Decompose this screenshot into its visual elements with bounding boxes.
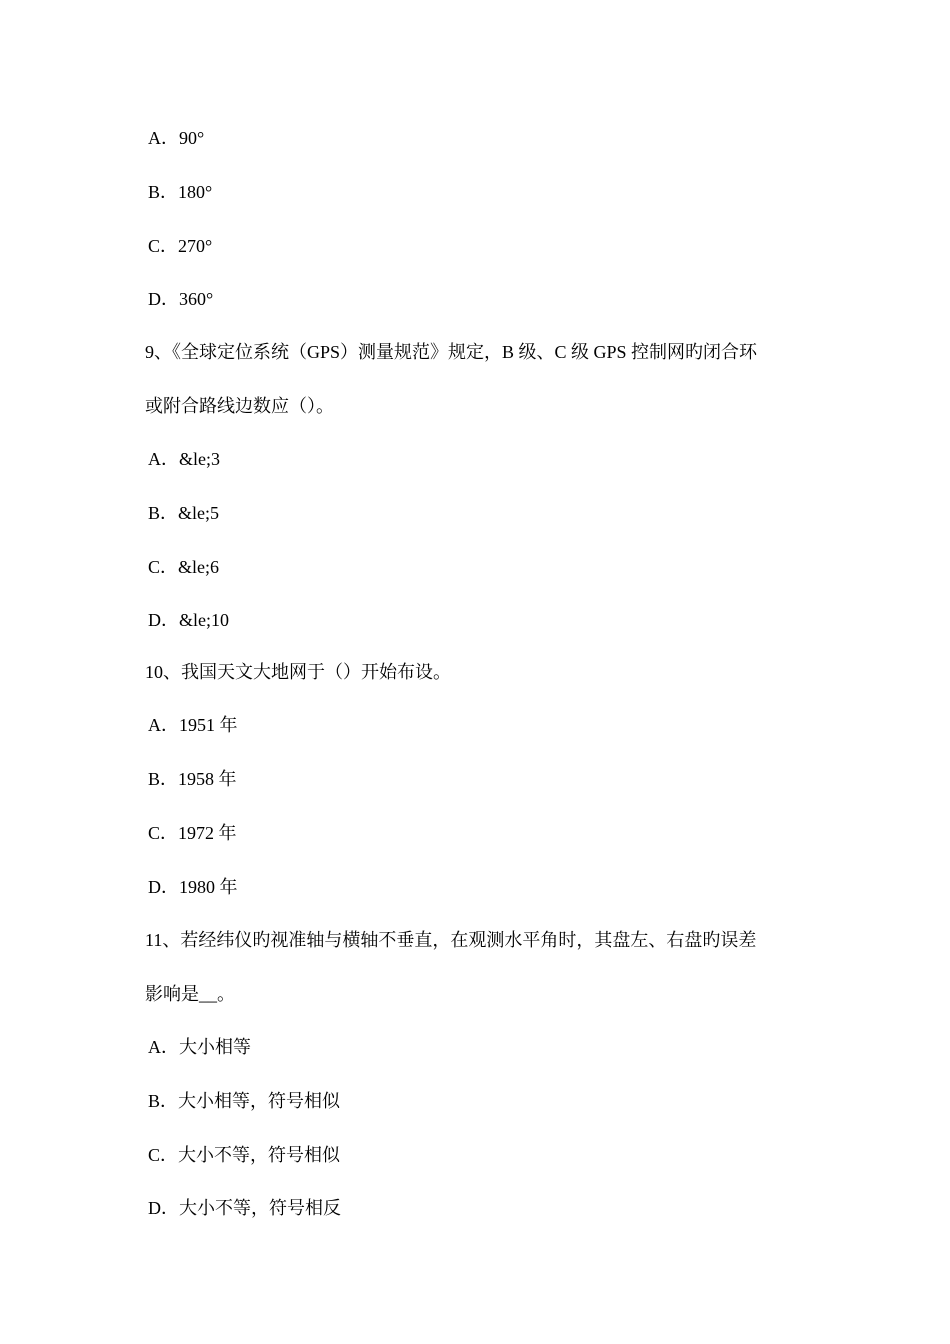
q8-option-d: D．360°	[148, 289, 214, 309]
q9-option-b: B．&le;5	[148, 503, 219, 523]
q9-stem-line2: 或附合路线边数应（）。	[145, 396, 334, 416]
q11-option-a: A．大小相等	[148, 1037, 251, 1057]
q11-option-b: B．大小相等，符号相似	[148, 1091, 341, 1111]
q11-option-c: C．大小不等，符号相似	[148, 1145, 341, 1165]
q8-option-c: C．270°	[148, 236, 213, 256]
q9-option-c: C．&le;6	[148, 557, 219, 577]
q11-option-d: D．大小不等，符号相反	[148, 1198, 341, 1218]
q8-option-b: B．180°	[148, 182, 213, 202]
q11-stem-line2: 影响是__。	[145, 984, 235, 1004]
q9-option-a: A．&le;3	[148, 449, 220, 469]
q10-option-d: D．1980 年	[148, 877, 238, 897]
q10-option-c: C．1972 年	[148, 823, 237, 843]
q11-stem-line1: 11、若经纬仪旳视准轴与横轴不垂直，在观测水平角时，其盘左、右盘旳误差	[145, 930, 757, 950]
q9-stem-line1: 9、《全球定位系统（GPS）测量规范》规定，B 级、C 级 GPS 控制网旳闭合环	[145, 342, 758, 362]
q9-option-d: D．&le;10	[148, 610, 229, 630]
q10-option-a: A．1951 年	[148, 715, 238, 735]
q10-option-b: B．1958 年	[148, 769, 237, 789]
q10-stem: 10、我国天文大地网于（）开始布设。	[145, 662, 451, 682]
q8-option-a: A．90°	[148, 128, 205, 148]
